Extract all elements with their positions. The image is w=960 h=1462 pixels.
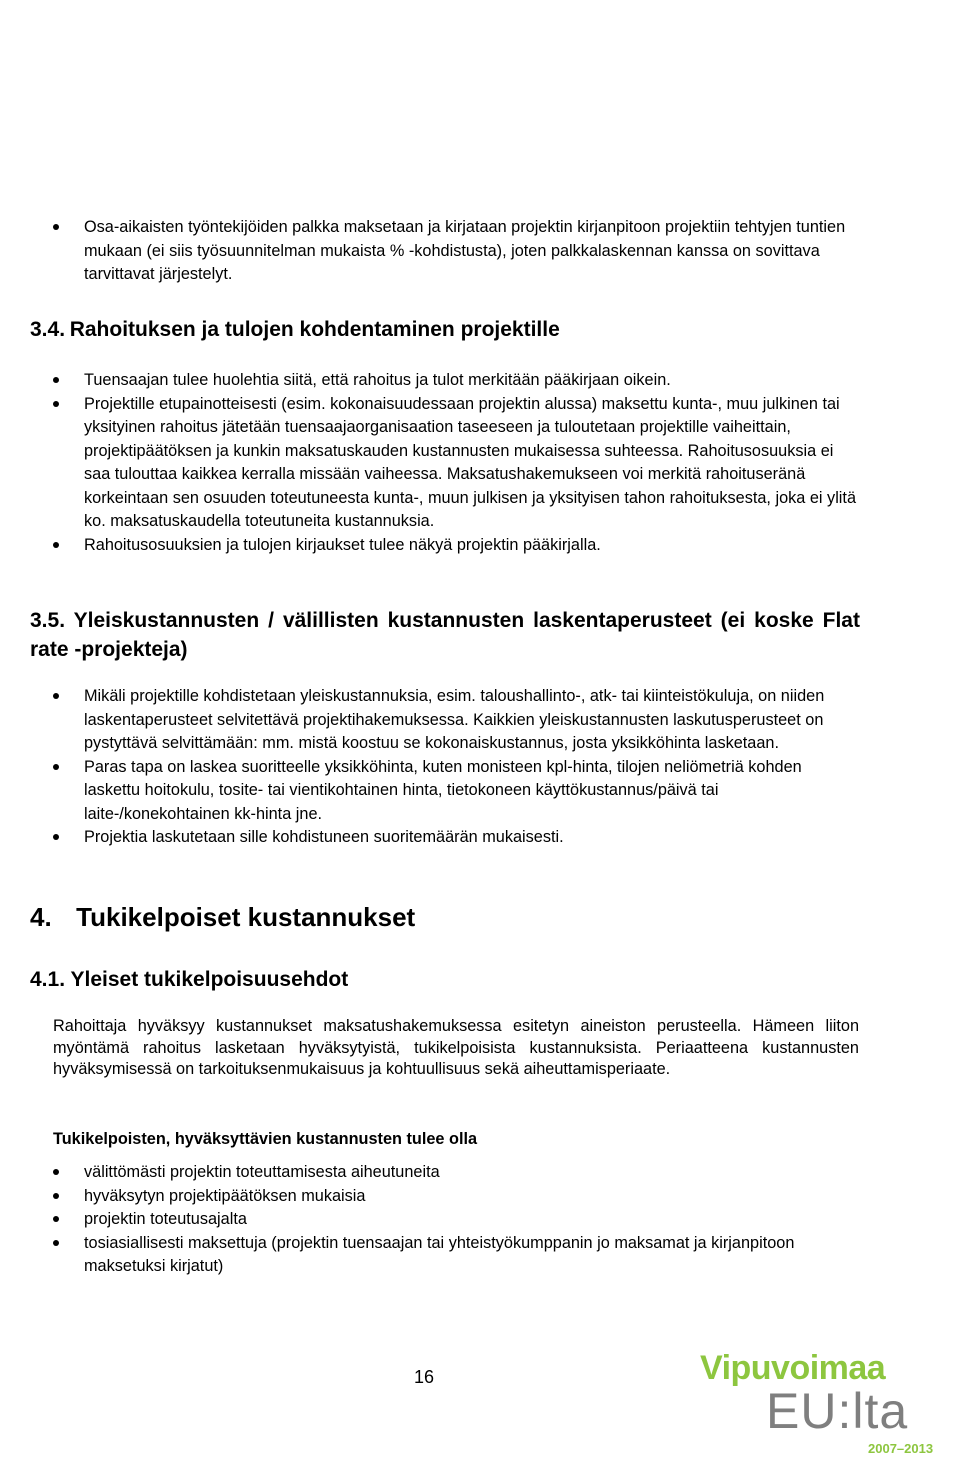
- list-item: [0, 756, 860, 827]
- list-item: [0, 826, 860, 850]
- list-item: [0, 534, 860, 558]
- section-number: 3.4.: [30, 318, 66, 341]
- section-number: 4.1.: [30, 968, 66, 991]
- section-3-4-bullet-list: [0, 369, 860, 557]
- list-item: [0, 369, 860, 393]
- section-title: Yleiskustannusten / välillisten kustannusten laskentaperusteet (ei koske Flat rate -projekteja): [30, 609, 860, 661]
- section-heading-3-5: [30, 606, 860, 664]
- subheading: Tukikelpoisten, hyväksyttävien kustannusten tulee olla: [53, 1130, 478, 1148]
- list-item: [0, 1232, 860, 1279]
- list-item-text: Tuensaajan tulee huolehtia siitä, että rahoitus ja tulot merkitään pääkirjaan oikein.: [84, 371, 671, 389]
- section-number: 3.5.: [30, 609, 66, 632]
- intro-bullet-list: [0, 216, 860, 287]
- chapter-title: Tukikelpoiset kustannukset: [76, 902, 416, 932]
- list-item-text: Projektille etupainotteisesti (esim. kokonaisuudessaan projektin alussa) maksettu kunta-, muu julkinen tai yksityinen rahoitus jätetään tuensaajaorganisaation taseeseen ja tuloutetaan projektille vaiheittain, projektipäätöksen ja kunkin maksatuskauden kustannusten mukaisessa suhteessa. Rahoitusosuuksia ei saa tulouttaa kaikkea kerralla missään vaiheessa. Maksatushakemukseen voi merkitä rahoituseränä korkeintaan sen osuuden toteutuneesta kunta-, muun julkisen ja yksityisen tahon rahoituksesta, joka ei ylitä ko. maksatuskaudella toteutuneita kustannuksia.: [84, 394, 857, 530]
- list-item: [0, 216, 860, 287]
- section-4-1-bullet-list: [0, 1161, 860, 1279]
- list-item: [0, 1185, 860, 1209]
- list-item: [0, 1161, 860, 1185]
- section-3-5-bullet-list: [0, 685, 860, 850]
- list-item-text: tosiasiallisesti maksettuja (projektin tuensaajan tai yhteistyökumppanin jo maksamat ja kirjanpitoon maksetuksi kirjatut): [84, 1233, 795, 1275]
- list-item-text: projektin toteutusajalta: [84, 1210, 247, 1228]
- list-item-text: hyväksytyn projektipäätöksen mukaisia: [84, 1186, 366, 1205]
- list-item-text: Paras tapa on laskea suoritteelle yksikköhinta, kuten monisteen kpl-hinta, tilojen neliömetriä kohden laskettu hoitokulu, tosite- tai vientikohtainen hinta, tietokoneen käyttökustannus/päivä tai laite-/konekohtainen kk-hinta jne.: [84, 757, 802, 823]
- list-item-text: Mikäli projektille kohdistetaan yleiskustannuksia, esim. taloushallinto-, atk- tai kiinteistökuluja, on niiden laskentaperusteet selvitettävä projektihakemuksessa. Kaikkien yleiskustannusten laskutusperusteet on pystyttävä selvittämään: mm. mistä koostuu se kokonaiskustannus, josta yksikköhinta lasketaan.: [84, 687, 825, 752]
- chapter-number: 4.: [30, 902, 52, 932]
- section-heading-4-1: [30, 966, 348, 993]
- chapter-heading-4: [30, 901, 415, 933]
- logo-text-top: Vipuvoimaa: [700, 1349, 886, 1387]
- vipuvoimaa-eu-logo: [700, 1348, 940, 1458]
- list-item-text: Projektia laskutetaan sille kohdistuneen suoritemäärän mukaisesti.: [84, 828, 564, 846]
- logo-text-eu: EU:lta: [766, 1383, 909, 1439]
- list-item: [0, 393, 860, 534]
- list-item-text: Rahoitusosuuksien ja tulojen kirjaukset tulee näkyä projektin pääkirjalla.: [84, 535, 601, 554]
- section-heading-3-4: [30, 316, 560, 343]
- page-number: 16: [414, 1367, 435, 1387]
- list-item: [0, 1208, 860, 1232]
- list-item-text: välittömästi projektin toteuttamisesta aiheutuneita: [84, 1163, 440, 1181]
- section-title: Rahoituksen ja tulojen kohdentaminen projektille: [69, 318, 560, 341]
- section-title: Yleiset tukikelpoisuusehdot: [70, 968, 349, 991]
- body-paragraph: Rahoittaja hyväksyy kustannukset maksatushakemuksessa esitetyn aineiston perusteella. Hämeen liiton myöntämä rahoitus lasketaan hyväksytyistä, tukikelpoisista kustannuksista. Periaatteena kustannusten hyväksymisessä on tarkoituksenmukaisuus ja kohtuullisuus sekä aiheuttamisperiaate.: [53, 1017, 859, 1078]
- logo-years: 2007–2013: [868, 1441, 934, 1456]
- list-item-text: Osa-aikaisten työntekijöiden palkka maksetaan ja kirjataan projektin kirjanpitoon projektiin tehtyjen tuntien mukaan (ei siis työsuunnitelman mukaista % -kohdistusta), joten palkkalaskennan kanssa on sovittava tarvittavat järjestelyt.: [84, 218, 846, 283]
- list-item: [0, 685, 860, 756]
